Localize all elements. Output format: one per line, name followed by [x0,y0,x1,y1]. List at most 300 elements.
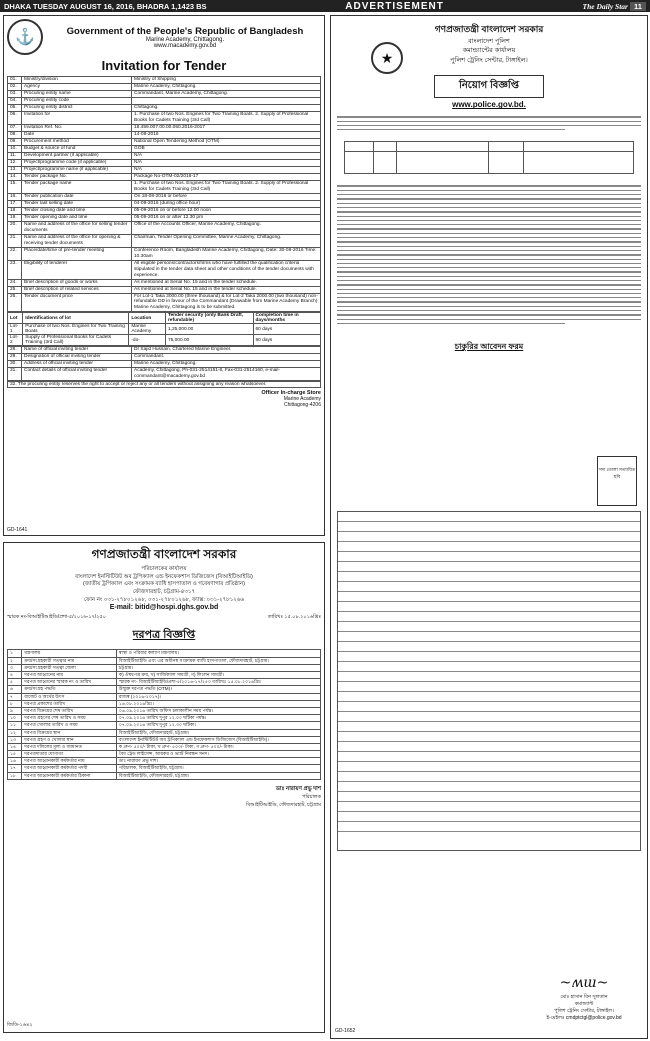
form-row [338,622,640,632]
bitid-sig-name: ডাঃ নারায়ণ প্রভু দাশ [275,785,321,792]
cell-n: 26. [8,293,22,312]
cell-n: 11. [8,152,22,159]
form-row [338,692,640,702]
form-row [338,712,640,722]
lot-header-cell: Lot [8,313,23,324]
form-row [338,642,640,652]
cell-n: 07. [8,124,22,131]
form-row [338,782,640,792]
bitid-office: পরিচালকের কার্যালয় [141,566,187,572]
cell-f: Name and address of the office for selling tender documents [22,221,132,234]
table-row [8,83,321,90]
cell-v: 04-09-2016 (during office hour) [132,200,321,207]
cell-f: Brief description of related services [22,286,132,293]
cell-f: দরপত্র গ্রহণের শেষ তারিখ ও সময় [22,715,116,722]
paper-name: The Daily Star [582,1,628,11]
bitid-inst2: (জাতীয় ট্রপিক্যাল এবং সংক্রামক ব্যাধি হাসপাতাল ও গবেষণাগার প্রতিষ্ঠান) [83,581,245,588]
table-row [8,124,321,131]
table-row [8,293,321,312]
photo-box: সদ্য তোলা সত্যায়িত ছবি [597,456,637,506]
cell-v: National Open Tendering Method (OTM) [132,138,321,145]
lot-header-row [8,313,321,324]
cell-v: বাংলাদেশ ইনস্টিটিউট অব ট্রপিক্যাল এন্ড ইনফেকশাস ডিজিজেস (বিআইটিআইডি)। [116,736,320,743]
table-row [8,97,321,104]
tender-ad [3,15,325,536]
cell-v: As mentioned at Serial No. 15 and in the tender schedule. [132,279,321,286]
tender-header [7,19,321,55]
table-row [8,193,321,200]
form-row [338,802,640,812]
cell-v: 05-09-2016 on or after 12.30 pm [132,214,321,221]
lot-row [8,324,321,335]
cell-n: 01. [8,77,22,84]
cell-f: Project/programme code (if applicable) [22,159,132,166]
cell-v: N/A [132,159,321,166]
cell-f: Tender last selling date [22,200,132,207]
table-row [8,700,321,707]
masthead-section: ADVERTISEMENT [345,0,444,12]
table-row [8,368,321,381]
police-sig-org: পুলিশ ট্রেনিং সেন্টার, টাঙ্গাইল। [554,1008,614,1014]
cell-v: ০৭.০৯.২০১৬ তারিখ দুপুর ১২.০০ ঘটিকা পর্যন্ত। [116,715,320,722]
cell-f: Brief description of goods or works [22,279,132,286]
cell-v: ক) ঔষধপত্র ক্রয়, খ) সার্জিক্যাল সামগ্রী, গ) লিলেন সামগ্রী। [116,672,320,679]
lot-cell-n: Lot-1 [8,324,23,335]
form-row [338,672,640,682]
cell-n: ৮ [8,700,22,707]
page-number: 11 [630,2,646,11]
cell-n: 20. [8,221,22,234]
cell-n: 10. [8,145,22,152]
cell-v: GOB [132,145,321,152]
cell-n: ৪ [8,672,22,679]
police-intro-text [331,109,647,137]
cell-v: বিআইটিআইডি এবং এর অধীনস্থ সংক্রামক ব্যাধি হাসপাতাল, ফৌজদারহাট, চট্টগ্রাম। [116,657,320,664]
form-row [338,762,640,772]
cell-v: On 18-08-2016 or before [132,193,321,200]
police-post-table [344,141,635,174]
cell-n: ১৭ [8,765,22,772]
lot-cell-sec: 75,000.00 [165,335,253,346]
cell-v [132,97,321,104]
cell-f: Ministry/division [22,77,132,84]
table-row [8,180,321,193]
cell-n: ১৬ [8,758,22,765]
form-row [338,592,640,602]
table-row [8,650,321,657]
cell-f: Invitation Ref. No. [22,124,132,131]
lot-header-cell: Identifications of lot [23,313,129,324]
tender-website[interactable]: www.macademy.gov.bd [153,42,217,49]
tender-table-contacts [7,346,321,381]
cell-n: ২ [8,657,22,664]
table-row [8,221,321,234]
cell-n: ৩ [8,664,22,671]
cell-f: দরপত্র বিক্রয়ের শেষ তারিখ [22,707,116,714]
cell-f: Budget & source of fund [22,145,132,152]
tender-sig-title: Officer In-charge Store [261,390,321,397]
bitid-notice [3,542,325,1033]
cell-f: দরপত্র আহ্বানের নাম [22,672,116,679]
cell-f: Procuring entity code [22,97,132,104]
cell-v: Chairman, Tender Opening Committee, Marine Academy, Chittagong. [132,234,321,247]
cell-v: ক গ্রুপ- ৫০০/- টাকা, খ গ্রুপ- ৫০০/- টাকা, গ গ্রুপ- ৫০০/- টাকা। [116,743,320,750]
lot-header-cell: Location [129,313,166,324]
lot-cell-time: 90 days [253,335,321,346]
table-row [8,722,321,729]
police-dept: বাংলাদেশ পুলিশ [468,38,510,45]
table-row [8,207,321,214]
bitid-date: তারিখঃ ১৫.০৮.২০১৬খ্রিঃ [267,614,321,621]
form-row [338,532,640,542]
cell-n: 12. [8,159,22,166]
cell-f: ক্রয়/সংগ্রহকারী সত্ত্বার নাম [22,657,116,664]
lot-table [7,312,321,346]
bitid-phone: ফোন নং ০৩১-২৭৮০১২৬৮, ০৩১-২৭৮০১২৬৮, ফ্যাক্স: ০৩১-২৭৮১২৬৬ [83,596,245,603]
cell-v: বিআইটিআইডি, ফৌজদারহাট, চট্টগ্রাম। [116,729,320,736]
cell-f: দরপত্র খোলার তারিখ ও সময় [22,722,116,729]
cell-v: All eligible persons/contractors/firms who have fulfilled the qualification criteria stipulated in the tender data sheet and other conditions of the tender documents with experience. [132,260,321,279]
cell-v: Conference Room, Bangladesh Marine Academy, Chittagong, Date: 30-08-2016 Time: 10.30am [132,247,321,260]
cell-f: Tender document price [22,293,132,312]
form-row [338,562,640,572]
table-row [8,729,321,736]
cell-v: উন্মুক্ত দরপত্র পদ্ধতি (OTM)। [116,686,320,693]
cell-v: Commandant, Marine Academy, Chittagong. [132,90,321,97]
bitid-title: দরপত্র বিজ্ঞপ্তি [132,629,196,642]
cell-n: 31. [8,368,22,381]
cell-v: স্মারক নং- বিআইটিআইডি/প্রশা-৫/২০১৬-১৭/২৫০ তারিখঃ ১৫.০৮.২০১৬খ্রিঃ [116,679,320,686]
cell-f: Place/date/time of pre-tender meeting [22,247,132,260]
form-row [338,652,640,662]
table-row [8,200,321,207]
table-row [8,707,321,714]
cell-n: ১৩ [8,736,22,743]
form-row [338,752,640,762]
form-row [338,552,640,562]
cell-n: 09. [8,138,22,145]
cell-v: রাজস্ব (২০১৬-২০১৭)। [116,693,320,700]
cell-n: 15. [8,180,22,193]
cell-n: 19. [8,214,22,221]
cell-n: 24. [8,279,22,286]
masthead-date: DHAKA TUESDAY AUGUST 16, 2016, BHADRA 1,1423 BS [4,1,207,11]
cell-f: Procuring entity name [22,90,132,97]
lot-cell-loc: Marine Academy [129,324,166,335]
form-row [338,612,640,622]
form-row [338,812,640,822]
cell-f: Date [22,131,132,138]
table-row [8,159,321,166]
lot-row [8,335,321,346]
bitid-gov: গণপ্রজাতন্ত্রী বাংলাদেশ সরকার [91,547,237,561]
tender-signature [7,390,321,408]
cell-f: Procuring entity district [22,104,132,111]
cell-n: 03. [8,90,22,97]
police-emblem-icon: ★ [371,42,403,74]
cell-n: ১০ [8,715,22,722]
cell-v: Marine Academy, Chittagong. [132,361,321,368]
table-row [8,152,321,159]
form-row [338,602,640,612]
bitid-table [7,649,321,779]
cell-n: ১৪ [8,743,22,750]
cell-v: 18.459.007.00.00.050.2016-2017 [132,124,321,131]
lot-cell-sec: 1,25,000.00 [165,324,253,335]
cell-n: 02. [8,83,22,90]
cell-v: বিআইটিআইডি, ফৌজদারহাট, চট্টগ্রাম। [116,772,320,779]
form-row [338,662,640,672]
cell-f: Name of official inviting tender [22,347,132,354]
cell-f: Procurement method [22,138,132,145]
bitid-ref-line [7,614,321,622]
cell-v: 14-08-2016 [132,131,321,138]
police-signature [529,974,639,1022]
cell-n: 25. [8,286,22,293]
cell-f: মন্ত্রণালয় [22,650,116,657]
lot-cell-time: 60 days [253,324,321,335]
cell-f: দরপত্র আহ্বানকারী কর্মকর্তার ঠিকানা [22,772,116,779]
cell-n: 14. [8,173,22,180]
cell-v: N/A [132,166,321,173]
police-office: কমান্ড্যান্টের কার্যালয় [462,47,516,55]
cell-v: ডাঃ নারায়ণ প্রভু দাশ। [116,758,320,765]
tender-sig-addr: Chittagong-4206 [284,402,321,409]
form-row [338,772,640,782]
table-row [8,260,321,279]
table-row [8,90,321,97]
cell-n: ৭ [8,693,22,700]
table-row [8,354,321,361]
tender-table [7,76,321,312]
form-row [338,742,640,752]
lot-cell-loc: -do- [129,335,166,346]
tender-gov: Government of the People's Republic of Bangladesh [66,25,304,37]
cell-v: Office of the Accounts Officer, Marine Academy, Chittagong. [132,221,321,234]
tender-sig-org: Marine Academy [283,396,321,403]
table-row [8,736,321,743]
table-row [8,145,321,152]
cell-v: N/A [132,152,321,159]
cell-f: ক্রয়/সংগ্রহকারী সত্ত্বা জেলা [22,664,116,671]
cell-v: ০৭.০৯.২০১৬ তারিখ দুপুর ১২.৩০ ঘটিকা। [116,722,320,729]
table-row [8,679,321,686]
bitid-sig-title: পরিচালক [302,793,321,800]
application-form-title: চাকুরির আবেদন ফরম [454,342,524,352]
cell-f: Invitation for [22,111,132,124]
table-row [8,131,321,138]
cell-f: দরপত্র আহ্বানের স্মারক নং ও তারিখ [22,679,116,686]
cell-v: Ministry of Shipping [132,77,321,84]
cell-f: Project/programme name (if applicable) [22,166,132,173]
cell-n: 28. [8,347,22,354]
form-row [338,522,640,532]
table-row [8,279,321,286]
table-row [8,138,321,145]
marine-academy-logo-icon: ⚓ [7,19,43,55]
cell-v: Dr Sajid Hussain, Chartered Marine Engineer. [132,347,321,354]
bitid-header [7,546,321,611]
table-row [8,214,321,221]
form-row [338,702,640,712]
table-row [8,772,321,779]
police-conditions-text [331,178,647,331]
cell-v: চট্টগ্রাম। [116,664,320,671]
form-row [338,632,640,642]
cell-v: পরিচালক, বিআইটিআইডি, চট্টগ্রাম। [116,765,320,772]
cell-n: 16. [8,193,22,200]
form-row [338,512,640,522]
form-row [338,542,640,552]
police-center: পুলিশ ট্রেনিং সেন্টার, টাঙ্গাইল। [450,56,528,64]
application-form [337,511,641,851]
tender-ref: GD-1641 [7,527,28,533]
cell-f: Designation of official inviting tender [22,354,132,361]
cell-n: 30. [8,361,22,368]
cell-f: Tender opening date and time [22,214,132,221]
signature-scribble-icon: ~ʍɯ~ [559,975,609,992]
cell-v: 1. Purchase of two Nos. Engines for Two Training Boats. 2. Supply of Professional Books for Cadets Training (3rd Call) [132,180,321,193]
table-row [8,693,321,700]
cell-n: 21. [8,234,22,247]
cell-f: Address of official inviting tender [22,361,132,368]
form-row [338,682,640,692]
form-row [338,722,640,732]
table-row [8,104,321,111]
police-sig-email: ই-মেইলঃ cmdptctgl@police.gov.bd [546,1015,622,1021]
cell-n: 06. [8,111,22,124]
table-row [8,286,321,293]
cell-v: Chittagong. [132,104,321,111]
cell-v: স্বাস্থ্য ও পরিবার কল্যাণ মন্ত্রণালয়। [116,650,320,657]
cell-f: দরপত্র প্রকাশের তারিখ [22,700,116,707]
police-notice [330,15,648,1039]
cell-n: 13. [8,166,22,173]
cell-f: Contact details of official inviting tender [22,368,132,381]
lot-header-cell: Completion time in days/months [253,313,321,324]
table-row [8,361,321,368]
cell-f: দরপত্রদাতার যোগ্যতা [22,751,116,758]
cell-v: 05-09-2016 on or before 12.00 noon [132,207,321,214]
cell-f: দরপত্র আহ্বানকারী কর্মকর্তার পদবী [22,765,116,772]
cell-n: 04. [8,97,22,104]
table-row [8,743,321,750]
bitid-signature [7,786,321,810]
tender-title: Invitation for Tender [101,58,227,73]
police-url[interactable]: www.police.gov.bd. [452,100,526,110]
cell-v: Marine Academy, Chittagong. [132,83,321,90]
cell-n: ১ [8,650,22,657]
table-row [8,657,321,664]
table-row [8,111,321,124]
cell-n: 29. [8,354,22,361]
cell-n: 08. [8,131,22,138]
cell-v: As mentioned at Serial No. 15 and in the tender schedule. [132,286,321,293]
police-sig-name: মোঃ হাসান বিন সুলতান [560,994,608,1000]
police-gov: গণপ্রজাতন্ত্রী বাংলাদেশ সরকার [434,24,544,34]
tender-note: 32. The procuring entity reserves the right to accept or reject any or all tenders without assigning any reason whatsoever. [7,381,321,388]
bitid-inst: বাংলাদেশ ইনস্টিটিউট অব ট্রপিক্যাল এন্ড ইনফেকশাস ডিজিজেস (বিআইটিআইডি) [75,573,253,580]
table-row [8,715,321,722]
cell-f: Agency [22,83,132,90]
table-row [8,247,321,260]
cell-v: For Lot-1 Taka 3000.00 (three thousand) & for Lot-2 Taka 2000.00 (two thousand) non-refundable DD in favour of the Commandant (Drawable from Marine Academy Branch) Marine Academy, Chittagong is to be submitted. [132,293,321,312]
cell-f: Tender publication date [22,193,132,200]
police-title: নিয়োগ বিজ্ঞপ্তি [434,75,544,98]
bitid-sig-addr: বিআইটিআইডি, ফৌজদারহাট, চট্টগ্রাম [246,801,321,808]
form-row [338,822,640,832]
cell-f: Tender package name [22,180,132,193]
form-row [338,582,640,592]
cell-n: 23. [8,260,22,279]
cell-v: Commandant. [132,354,321,361]
table-row [8,166,321,173]
form-row [338,732,640,742]
table-row [8,686,321,693]
cell-v: বৈধ ট্রেড লাইসেন্স, আয়কর ও ভ্যাট নিবন্ধন সনদ। [116,751,320,758]
bitid-addr: ফৌজদারহাট, চট্টগ্রাম-৪৩১৭ [132,589,196,596]
form-row [338,572,640,582]
cell-f: বাজেট ও অর্থের উৎস [22,693,116,700]
left-column [3,15,325,1033]
cell-v: ১৬.০৮.২০১৬খ্রিঃ। [116,700,320,707]
lot-cell-id: Purchase of two Nos. Engines for Two Training Boats [23,324,129,335]
table-row [8,234,321,247]
form-row [338,792,640,802]
cell-n: ১৮ [8,772,22,779]
bitid-ref: জিডি-১৬৪২ [7,1022,33,1028]
cell-f: Tender package No. [22,173,132,180]
cell-v: 1. Purchase of two Nos. Engines for Two Training Boats. 2. Supply of Professional Books for Cadets Training (3rd Call) [132,111,321,124]
cell-n: 18. [8,207,22,214]
cell-f: দরপত্র বিক্রয়ের স্থান [22,729,116,736]
cell-f: ক্রয়/সংগ্রহ পদ্ধতি [22,686,116,693]
masthead [0,0,650,12]
table-row [8,751,321,758]
table-row [8,347,321,354]
tender-academy: Marine Academy, Chittagong. [145,36,225,43]
table-row [8,765,321,772]
table-row [8,672,321,679]
cell-v: ০৬.০৯.২০১৬ তারিখ অফিস চলাকালীন সময় পর্যন্ত। [116,707,320,714]
lot-cell-n: Lot-2 [8,335,23,346]
cell-n: ১৫ [8,751,22,758]
cell-n: ৫ [8,679,22,686]
cell-n: ৯ [8,707,22,714]
bitid-ref-no: স্মারক নং-বিআইটিআইডি/প্রশা-৫/২০১৬-১৭/২৫০ [7,614,106,621]
cell-f: দরপত্র গ্রহণ ও খোলার স্থান [22,736,116,743]
cell-v: Package No-OTM-02/2016-17 [132,173,321,180]
cell-n: ৬ [8,686,22,693]
cell-f: Eligibility of tenderer [22,260,132,279]
table-row [8,664,321,671]
cell-n: 22. [8,247,22,260]
cell-n: 17. [8,200,22,207]
table-row [8,758,321,765]
cell-n: ১২ [8,729,22,736]
lot-header-cell: Tender security (only Bank Draft, refundable) [165,313,253,324]
cell-f: Development partner (if applicable) [22,152,132,159]
cell-f: দরপত্র আহ্বানকারী কর্মকর্তার নাম [22,758,116,765]
cell-f: দরপত্র দলিলের মূল্য ও জামানত [22,743,116,750]
table-row [8,173,321,180]
cell-n: ১১ [8,722,22,729]
lot-cell-id: Supply of Professional Books for Cadets Training (3rd Call) [23,335,129,346]
bitid-email[interactable]: E-mail: bitid@hospi.dghs.gov.bd [109,604,219,612]
cell-v: Academy, Chittagong, Ph-031-2514151-8, Fax-031-2514160, e-mail-commandant@macademy.gov.bd [132,368,321,381]
cell-n: 05. [8,104,22,111]
cell-f: Name and address of the office for opening & receiving tender documents [22,234,132,247]
